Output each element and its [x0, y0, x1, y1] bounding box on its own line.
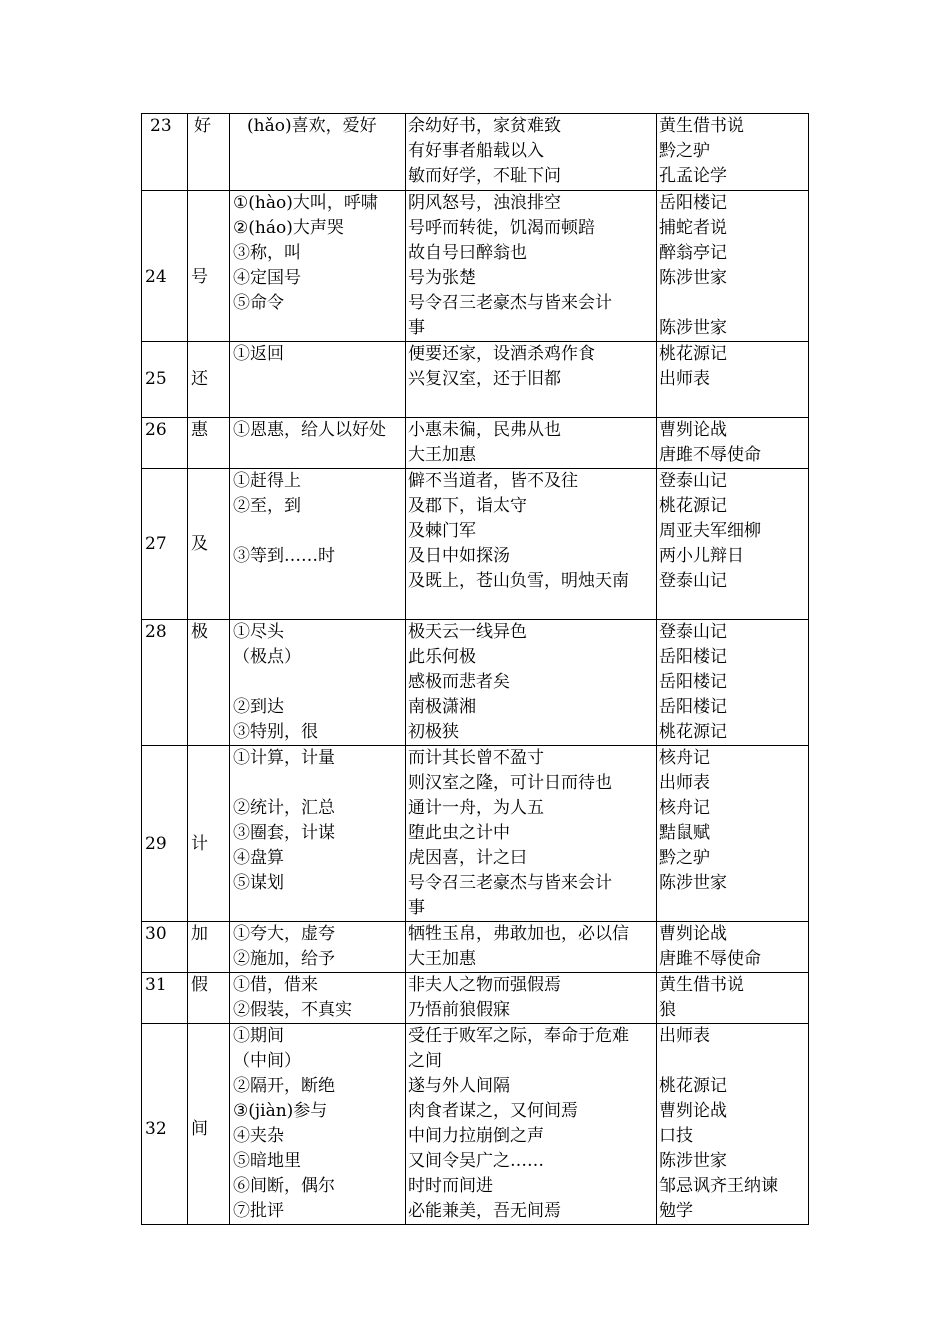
example-cell: [406, 620, 657, 746]
example: 事: [408, 898, 425, 918]
meaning: ②到达: [233, 697, 284, 717]
vocabulary-table: [141, 113, 809, 1225]
example: 虎因喜，计之曰: [408, 848, 527, 868]
row-number: 31: [142, 973, 188, 1024]
meaning-cell: [230, 191, 406, 342]
example: 便要还家，设酒杀鸡作食: [408, 344, 595, 364]
example: 乃悟前狼假寐: [408, 1000, 510, 1020]
row-number: 30: [142, 922, 188, 973]
source: 核舟记: [659, 798, 710, 818]
source: 口技: [659, 1126, 693, 1146]
example: 大王加惠: [408, 445, 476, 465]
meaning: [233, 670, 405, 695]
meaning: ①借，借来: [233, 975, 318, 995]
meaning-cell: [230, 973, 406, 1024]
source: 黄生借书说: [659, 975, 744, 995]
example: 非夫人之物而强假焉: [408, 975, 561, 995]
row-number: 28: [142, 620, 188, 746]
meaning-cell: [230, 342, 406, 418]
meaning: ②统计，汇总: [233, 798, 335, 818]
example: 则汉室之隆，可计日而待也: [408, 773, 612, 793]
source: 两小儿辩日: [659, 546, 744, 566]
example-cell: [406, 114, 657, 191]
example: 余幼好书，家贫难致: [408, 116, 561, 136]
source: 醉翁亭记: [659, 243, 727, 263]
example: 必能兼美，吾无间焉: [408, 1201, 561, 1221]
source: 出师表: [659, 1026, 710, 1046]
example: 号令召三老豪杰与皆来会计: [408, 873, 612, 893]
character: 还: [188, 342, 230, 418]
table-row: [142, 114, 809, 191]
meaning: ③等到……时: [233, 546, 335, 566]
source: 孔孟论学: [659, 166, 727, 186]
meaning: ②(háo)大声哭: [233, 218, 344, 238]
example: 而计其长曾不盈寸: [408, 748, 544, 768]
source: 陈涉世家: [659, 1151, 727, 1171]
meaning: (hǎo)喜欢，爱好: [247, 116, 377, 136]
example: 极天云一线异色: [408, 622, 527, 642]
meaning: （中间）: [233, 1051, 301, 1071]
meaning-cell: [230, 922, 406, 973]
source: 出师表: [659, 369, 710, 389]
example-cell: [406, 469, 657, 620]
source-cell: [657, 746, 809, 922]
row-number: 23: [142, 114, 188, 191]
example: 敏而好学，不耻下问: [408, 166, 561, 186]
meaning-cell: [230, 114, 406, 191]
example: 堕此虫之计中: [408, 823, 510, 843]
row-number: 26: [142, 418, 188, 469]
source: 陈涉世家: [659, 268, 727, 288]
source: 曹刿论战: [659, 420, 727, 440]
example: 通计一舟，为人五: [408, 798, 544, 818]
source-cell: [657, 1024, 809, 1225]
source: 邹忌讽齐王纳谏: [659, 1176, 778, 1196]
meaning-cell: [230, 620, 406, 746]
source: 黔之驴: [659, 141, 710, 161]
meaning-cell: [230, 469, 406, 620]
source: [659, 291, 808, 316]
example: 大王加惠: [408, 949, 476, 969]
example: 僻不当道者，皆不及往: [408, 471, 578, 491]
meaning: ⑤命令: [233, 293, 284, 313]
table-row: [142, 746, 809, 922]
table-row: [142, 342, 809, 418]
row-number: 27: [142, 469, 188, 620]
row-number: 29: [142, 746, 188, 922]
meaning: ①赶得上: [233, 471, 301, 491]
meaning: ④盘算: [233, 848, 284, 868]
source-cell: [657, 620, 809, 746]
source: 岳阳楼记: [659, 647, 727, 667]
example: 号为张楚: [408, 268, 476, 288]
source: 黠鼠赋: [659, 823, 710, 843]
example: 及既上，苍山负雪，明烛天南: [408, 571, 629, 591]
example-cell: [406, 1024, 657, 1225]
source: 黔之驴: [659, 848, 710, 868]
source: 唐雎不辱使命: [659, 949, 761, 969]
example: 又间令吴广之……: [408, 1151, 544, 1171]
source: 核舟记: [659, 748, 710, 768]
source: 唐雎不辱使命: [659, 445, 761, 465]
example-cell: [406, 191, 657, 342]
example: 故自号曰醉翁也: [408, 243, 527, 263]
character: 加: [188, 922, 230, 973]
example: 及日中如探汤: [408, 546, 510, 566]
meaning: ②至，到: [233, 496, 301, 516]
example: 感极而悲者矣: [408, 672, 510, 692]
meaning: ①计算，计量: [233, 748, 335, 768]
example: 牺牲玉帛，弗敢加也，必以信: [408, 924, 629, 944]
source-cell: [657, 922, 809, 973]
meaning: ③称，叫: [233, 243, 301, 263]
meaning: ④定国号: [233, 268, 301, 288]
meaning: ①(hào)大叫，呼啸: [233, 193, 378, 213]
source: 狼: [659, 1000, 676, 1020]
example: 号呼而转徙，饥渴而顿踣: [408, 218, 595, 238]
example: 号令召三老豪杰与皆来会计: [408, 293, 612, 313]
example-cell: [406, 922, 657, 973]
meaning-cell: [230, 418, 406, 469]
meaning: [233, 519, 405, 544]
source: 登泰山记: [659, 471, 727, 491]
character: 号: [188, 191, 230, 342]
table-row: [142, 620, 809, 746]
character: 假: [188, 973, 230, 1024]
meaning: ⑤谋划: [233, 873, 284, 893]
example: 有好事者船载以入: [408, 141, 544, 161]
table-row: [142, 191, 809, 342]
example: 初极狭: [408, 722, 459, 742]
source-cell: [657, 342, 809, 418]
character: 间: [188, 1024, 230, 1225]
table-row: [142, 973, 809, 1024]
source: 桃花源记: [659, 496, 727, 516]
table-row: [142, 922, 809, 973]
example: 阴风怒号，浊浪排空: [408, 193, 561, 213]
source: 登泰山记: [659, 571, 727, 591]
example: 及郡下，诣太守: [408, 496, 527, 516]
source: 陈涉世家: [659, 318, 727, 338]
source-cell: [657, 114, 809, 191]
row-number: 25: [142, 342, 188, 418]
example: 之间: [408, 1051, 442, 1071]
example-cell: [406, 342, 657, 418]
example: 此乐何极: [408, 647, 476, 667]
meaning: ③圈套，计谋: [233, 823, 335, 843]
meaning: ②施加，给予: [233, 949, 335, 969]
example: 受任于败军之际，奉命于危难: [408, 1026, 629, 1046]
example: 南极潇湘: [408, 697, 476, 717]
meaning: ①恩惠，给人以好处: [233, 420, 386, 440]
source: 周亚夫军细柳: [659, 521, 761, 541]
row-number: 24: [142, 191, 188, 342]
table-row: [142, 1024, 809, 1225]
source: 岳阳楼记: [659, 672, 727, 692]
meaning: ⑥间断，偶尔: [233, 1176, 335, 1196]
source: 陈涉世家: [659, 873, 727, 893]
source: 登泰山记: [659, 622, 727, 642]
meaning: ②假装，不真实: [233, 1000, 352, 1020]
table-row: [142, 469, 809, 620]
example-cell: [406, 418, 657, 469]
example-cell: [406, 973, 657, 1024]
example: 遂与外人间隔: [408, 1076, 510, 1096]
meaning: ②隔开，断绝: [233, 1076, 335, 1096]
character: 极: [188, 620, 230, 746]
meaning: ①夸大，虚夸: [233, 924, 335, 944]
example: 肉食者谋之，又何间焉: [408, 1101, 578, 1121]
example: 及棘门军: [408, 521, 476, 541]
meaning: ③特别，很: [233, 722, 318, 742]
example: 事: [408, 318, 425, 338]
meaning-cell: [230, 1024, 406, 1225]
character: 及: [188, 469, 230, 620]
row-number: 32: [142, 1024, 188, 1225]
source-cell: [657, 973, 809, 1024]
source: 出师表: [659, 773, 710, 793]
meaning: [233, 771, 405, 796]
source-cell: [657, 469, 809, 620]
example: 小惠未徧，民弗从也: [408, 420, 561, 440]
source: [659, 1049, 808, 1074]
meaning: ③(jiàn)参与: [233, 1101, 328, 1121]
meaning-cell: [230, 746, 406, 922]
source: 桃花源记: [659, 722, 727, 742]
meaning: ①期间: [233, 1026, 284, 1046]
meaning: ⑦批评: [233, 1201, 284, 1221]
source: 捕蛇者说: [659, 218, 727, 238]
character: 惠: [188, 418, 230, 469]
meaning: ⑤暗地里: [233, 1151, 301, 1171]
character: 好: [188, 114, 230, 191]
source: 曹刿论战: [659, 924, 727, 944]
source: 岳阳楼记: [659, 193, 727, 213]
source: 勉学: [659, 1201, 693, 1221]
source: 曹刿论战: [659, 1101, 727, 1121]
source-cell: [657, 418, 809, 469]
character: 计: [188, 746, 230, 922]
example: 中间力拉崩倒之声: [408, 1126, 544, 1146]
source: 桃花源记: [659, 1076, 727, 1096]
meaning: ④夹杂: [233, 1126, 284, 1146]
meaning: ①返回: [233, 344, 284, 364]
meaning: ①尽头: [233, 622, 284, 642]
table-row: [142, 418, 809, 469]
source: 桃花源记: [659, 344, 727, 364]
source: 黄生借书说: [659, 116, 744, 136]
example-cell: [406, 746, 657, 922]
source: 岳阳楼记: [659, 697, 727, 717]
source-cell: [657, 191, 809, 342]
example: 时时而间进: [408, 1176, 493, 1196]
example: 兴复汉室，还于旧都: [408, 369, 561, 389]
meaning: （极点）: [233, 647, 301, 667]
